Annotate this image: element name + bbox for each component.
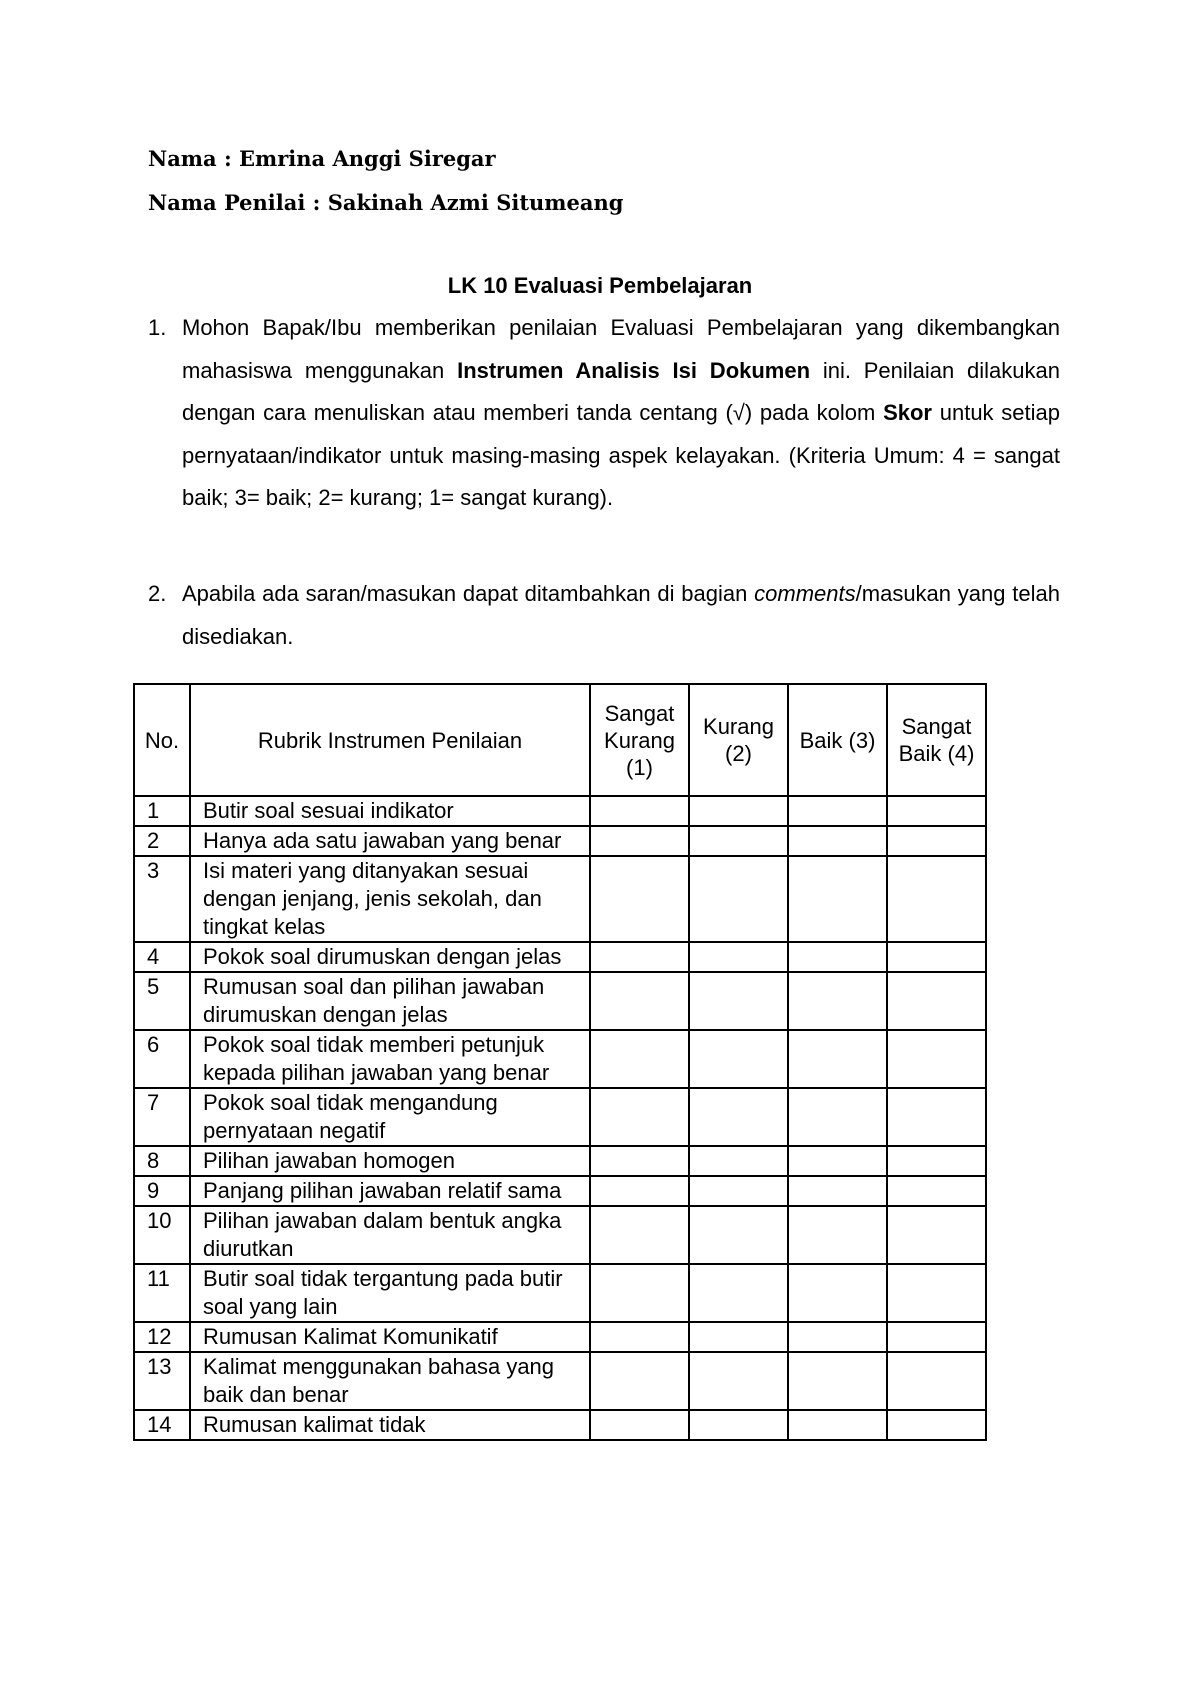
table-header-row <box>134 684 986 796</box>
score-cell-baik[interactable] <box>788 1322 887 1352</box>
score-cell-baik[interactable] <box>788 826 887 856</box>
row-indicator-text: Pokok soal tidak mengandung pernyataan negatif <box>190 1088 590 1146</box>
instruction-text-part: Apabila ada saran/masukan dapat ditambahkan di bagian <box>182 581 755 606</box>
instruction-number: 2. <box>148 581 167 606</box>
header-no: No. <box>134 684 190 796</box>
row-number: 3 <box>134 856 190 942</box>
score-cell-baik[interactable] <box>788 796 887 826</box>
row-indicator-text: Rumusan Kalimat Komunikatif <box>190 1322 590 1352</box>
row-number: 11 <box>134 1264 190 1322</box>
header-baik: Baik (3) <box>788 684 887 796</box>
instruction-item-1 <box>148 307 1060 520</box>
instruction-text <box>182 573 1060 658</box>
row-indicator-text: Kalimat menggunakan bahasa yang baik dan benar <box>190 1352 590 1410</box>
score-cell-kurang[interactable] <box>689 1176 788 1206</box>
table-row <box>134 1410 986 1440</box>
score-cell-kurang[interactable] <box>689 972 788 1030</box>
row-indicator-text: Panjang pilihan jawaban relatif sama <box>190 1176 590 1206</box>
score-cell-sangat-kurang[interactable] <box>590 796 689 826</box>
score-cell-sangat-baik[interactable] <box>887 1088 986 1146</box>
score-cell-sangat-baik[interactable] <box>887 1030 986 1088</box>
score-cell-kurang[interactable] <box>689 1206 788 1264</box>
header-kurang: Kurang (2) <box>689 684 788 796</box>
score-cell-sangat-kurang[interactable] <box>590 1322 689 1352</box>
row-indicator-text: Pokok soal tidak memberi petunjuk kepada pilihan jawaban yang benar <box>190 1030 590 1088</box>
instruction-text <box>182 307 1060 520</box>
score-cell-kurang[interactable] <box>689 1352 788 1410</box>
student-name: Nama : Emrina Anggi Siregar <box>148 146 496 171</box>
score-cell-sangat-kurang[interactable] <box>590 826 689 856</box>
row-number: 13 <box>134 1352 190 1410</box>
score-cell-baik[interactable] <box>788 1352 887 1410</box>
score-cell-baik[interactable] <box>788 1146 887 1176</box>
score-cell-baik[interactable] <box>788 942 887 972</box>
score-cell-baik[interactable] <box>788 1410 887 1440</box>
row-indicator-text: Butir soal sesuai indikator <box>190 796 590 826</box>
score-cell-kurang[interactable] <box>689 942 788 972</box>
header-sangat-kurang: Sangat Kurang (1) <box>590 684 689 796</box>
score-cell-kurang[interactable] <box>689 1030 788 1088</box>
table-row <box>134 1146 986 1176</box>
score-cell-sangat-baik[interactable] <box>887 796 986 826</box>
instruction-text-part: untuk setiap pernyataan/indikator untuk masing-masing aspek kelayakan. (Kriteria Umum: 4 = sangat baik; 3= baik; 2= kurang; 1= sangat kurang). <box>182 400 1061 510</box>
row-indicator-text: Pilihan jawaban dalam bentuk angka diurutkan <box>190 1206 590 1264</box>
table-row <box>134 942 986 972</box>
score-cell-sangat-kurang[interactable] <box>590 1146 689 1176</box>
score-cell-sangat-baik[interactable] <box>887 972 986 1030</box>
table-row <box>134 796 986 826</box>
score-cell-sangat-baik[interactable] <box>887 1352 986 1410</box>
row-number: 10 <box>134 1206 190 1264</box>
score-cell-kurang[interactable] <box>689 1322 788 1352</box>
instruction-number: 1. <box>148 315 167 340</box>
assessor-name: Nama Penilai : Sakinah Azmi Situmeang <box>148 190 624 215</box>
table-row <box>134 1206 986 1264</box>
table-row <box>134 972 986 1030</box>
table-row <box>134 1088 986 1146</box>
row-number: 8 <box>134 1146 190 1176</box>
score-cell-sangat-kurang[interactable] <box>590 1176 689 1206</box>
table-row <box>134 826 986 856</box>
score-cell-baik[interactable] <box>788 1206 887 1264</box>
instruction-bold-instrument: Instrumen Analisis Isi Dokumen <box>457 357 811 383</box>
score-cell-kurang[interactable] <box>689 1146 788 1176</box>
row-number: 12 <box>134 1322 190 1352</box>
row-number: 5 <box>134 972 190 1030</box>
instruction-italic-comments: comments <box>754 581 856 606</box>
row-indicator-text: Isi materi yang ditanyakan sesuai dengan jenjang, jenis sekolah, dan tingkat kelas <box>190 856 590 942</box>
row-number: 9 <box>134 1176 190 1206</box>
score-cell-baik[interactable] <box>788 972 887 1030</box>
table-row <box>134 856 986 942</box>
score-cell-kurang[interactable] <box>689 1410 788 1440</box>
row-indicator-text: Butir soal tidak tergantung pada butir soal yang lain <box>190 1264 590 1322</box>
row-indicator-text: Pokok soal dirumuskan dengan jelas <box>190 942 590 972</box>
score-cell-sangat-baik[interactable] <box>887 1410 986 1440</box>
score-cell-sangat-baik[interactable] <box>887 942 986 972</box>
row-number: 2 <box>134 826 190 856</box>
score-cell-sangat-baik[interactable] <box>887 826 986 856</box>
score-cell-sangat-baik[interactable] <box>887 1176 986 1206</box>
score-cell-baik[interactable] <box>788 1264 887 1322</box>
score-cell-sangat-baik[interactable] <box>887 1206 986 1264</box>
score-cell-kurang[interactable] <box>689 1088 788 1146</box>
row-number: 14 <box>134 1410 190 1440</box>
score-cell-kurang[interactable] <box>689 826 788 856</box>
score-cell-sangat-kurang[interactable] <box>590 856 689 942</box>
score-cell-kurang[interactable] <box>689 1264 788 1322</box>
instruction-item-2 <box>148 573 1060 658</box>
instruction-bold-skor: Skor <box>883 400 932 425</box>
score-cell-sangat-baik[interactable] <box>887 1146 986 1176</box>
score-cell-sangat-kurang[interactable] <box>590 1088 689 1146</box>
table-row <box>134 1264 986 1322</box>
score-cell-sangat-kurang[interactable] <box>590 942 689 972</box>
score-cell-sangat-baik[interactable] <box>887 856 986 942</box>
row-number: 4 <box>134 942 190 972</box>
row-indicator-text: Rumusan soal dan pilihan jawaban dirumuskan dengan jelas <box>190 972 590 1030</box>
rubric-table <box>133 683 987 1441</box>
score-cell-baik[interactable] <box>788 1176 887 1206</box>
instruction-text-part: /masukan yang telah disediakan. <box>182 581 1060 649</box>
header-rubrik: Rubrik Instrumen Penilaian <box>190 684 590 796</box>
score-cell-baik[interactable] <box>788 1088 887 1146</box>
instruction-text-part: ini. Penilaian dilakukan dengan cara menuliskan atau memberi tanda centang (√) pada kolom <box>182 357 1060 425</box>
table-row <box>134 1322 986 1352</box>
score-cell-kurang[interactable] <box>689 856 788 942</box>
row-indicator-text: Pilihan jawaban homogen <box>190 1146 590 1176</box>
score-cell-baik[interactable] <box>788 1030 887 1088</box>
score-cell-sangat-kurang[interactable] <box>590 1030 689 1088</box>
row-number: 7 <box>134 1088 190 1146</box>
score-cell-sangat-kurang[interactable] <box>590 1410 689 1440</box>
row-indicator-text: Hanya ada satu jawaban yang benar <box>190 826 590 856</box>
score-cell-sangat-baik[interactable] <box>887 1322 986 1352</box>
row-indicator-text: Rumusan kalimat tidak <box>190 1410 590 1440</box>
table-row <box>134 1030 986 1088</box>
score-cell-sangat-kurang[interactable] <box>590 1206 689 1264</box>
table-row <box>134 1352 986 1410</box>
row-number: 1 <box>134 796 190 826</box>
score-cell-kurang[interactable] <box>689 796 788 826</box>
header-sangat-baik: Sangat Baik (4) <box>887 684 986 796</box>
document-title: LK 10 Evaluasi Pembelajaran <box>447 273 753 298</box>
table-row <box>134 1176 986 1206</box>
row-number: 6 <box>134 1030 190 1088</box>
score-cell-sangat-kurang[interactable] <box>590 972 689 1030</box>
score-cell-sangat-kurang[interactable] <box>590 1264 689 1322</box>
score-cell-sangat-kurang[interactable] <box>590 1352 689 1410</box>
score-cell-sangat-baik[interactable] <box>887 1264 986 1322</box>
score-cell-baik[interactable] <box>788 856 887 942</box>
instruction-text-part: Mohon Bapak/Ibu memberikan penilaian Evaluasi Pembelajaran yang dikembangkan mahasiswa menggunakan <box>182 315 1060 383</box>
